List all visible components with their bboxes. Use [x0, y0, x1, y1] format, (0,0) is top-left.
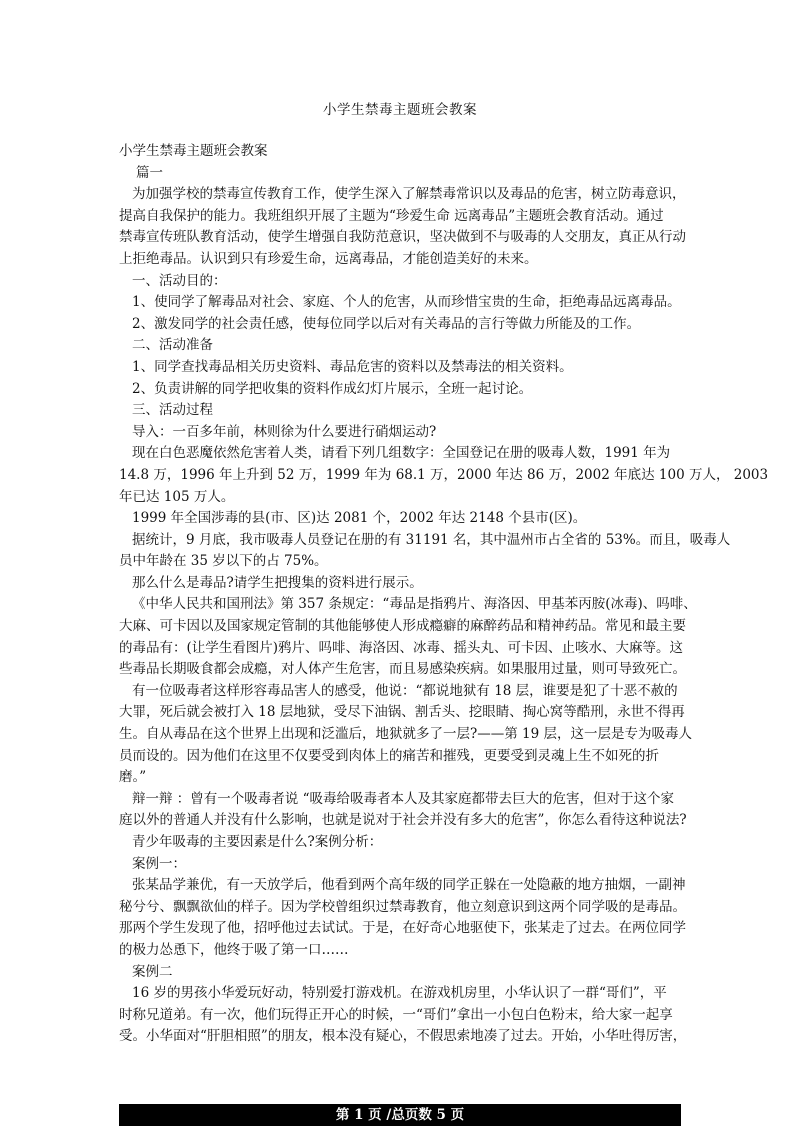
text-line: 秘兮兮、飘飘欲仙的样子。因为学校曾组织过禁毒教育，他立刻意识到这两个同学吸的是毒品。: [119, 898, 686, 915]
text-line: 受。小华面对“肝胆相照”的朋友，根本没有疑心，不假思索地凑了过去。开始，小华吐得厉害，: [119, 1028, 687, 1045]
text-line: 员而设的。因为他们在这里不仅要受到肉体上的痛苦和摧残，更要受到灵魂上生不如死的折: [119, 747, 659, 764]
text-line: 时称兄道弟。有一次，他们玩得正开心的时候，一“哥们”拿出一小包白色粉末，给大家一起享: [119, 1006, 673, 1023]
text-line: 导入：一百多年前，林则徐为什么要进行硝烟运动?: [132, 423, 437, 440]
text-line: 1、同学查找毒品相关历史资料、毒品危害的资料以及禁毒法的相关资料。: [132, 358, 573, 375]
text-line: 那两个学生发现了他，招呼他过去试试。于是，在好奇心地驱使下，张某走了过去。在两位同学: [119, 920, 686, 937]
text-line: 为加强学校的禁毒宣传教育工作，使学生深入了解禁毒常识以及毒品的危害，树立防毒意识，: [132, 186, 686, 203]
text-line: 一、活动目的：: [132, 272, 227, 289]
text-line: 年已达 105 万人。: [119, 488, 235, 505]
text-line: 二、活动准备: [132, 337, 213, 354]
text-line: 员中年龄在 35 岁以下的占 75%。: [119, 553, 328, 570]
text-line: 篇一: [136, 164, 163, 181]
page-footer: 第 1 页 /总页数 5 页: [119, 1104, 681, 1126]
text-line: 那么什么是毒品?请学生把搜集的资料进行展示。: [132, 574, 423, 591]
text-line: 青少年吸毒的主要因素是什么?案例分析：: [132, 834, 383, 850]
text-line: 小学生禁毒主题班会教案: [119, 143, 268, 159]
text-line: 辩一辩 ：曾有一个吸毒者说 “吸毒给吸毒者本人及其家庭都带去巨大的危害，但对于这个家: [132, 790, 674, 807]
text-line: 禁毒宣传班队教育活动，使学生增强自我防范意识，坚决做到不与吸毒的人交朋友，真正从行动: [119, 229, 686, 246]
text-line: 有一位吸毒者这样形容毒品害人的感受，他说：“都说地狱有 18 层，谁要是犯了十恶不赦的: [132, 682, 678, 699]
text-line: 磨。”: [119, 769, 147, 786]
text-line: 大麻、可卡因以及国家规定管制的其他能够使人形成瘾癖的麻醉药品和精神药品。常见和最主要: [119, 618, 686, 635]
text-line: 的毒品有：(让学生看图片)鸦片、吗啡、海洛因、冰毒、摇头丸、可卡因、止咳水、大麻等。这: [119, 639, 684, 656]
text-line: 上拒绝毒品。认识到只有珍爱生命，远离毒品，才能创造美好的未来。: [119, 250, 538, 267]
text-line: 三、活动过程: [132, 402, 213, 419]
text-line: 14.8 万，1996 年上升到 52 万，1999 年为 68.1 万，2000 年达 86 万，2002 年底达 100 万人， 2003: [119, 466, 769, 483]
text-line: 生。自从毒品在这个世界上出现和泛滥后，地狱就多了一层?——第 19 层，这一层是专为吸毒人: [119, 726, 692, 743]
text-line: 庭以外的普通人并没有什么影响，也就是说对于社会并没有多大的危害”，你怎么看待这种说法?: [119, 812, 687, 829]
text-line: 提高自我保护的能力。我班组织开展了主题为“珍爱生命 远离毒品”主题班会教育活动。通过: [119, 207, 664, 224]
text-line: 大罪，死后就会被打入 18 层地狱，受尽下油锅、割舌头、挖眼睛、掏心窝等酷刑，永世不得再: [119, 704, 685, 721]
text-line: 的极力怂恿下，他终于吸了第一口……: [119, 941, 349, 958]
text-line: 现在白色恶魔依然危害着人类，请看下列几组数字：全国登记在册的吸毒人数，1991 年为: [132, 445, 671, 462]
text-line: 1999 年全国涉毒的县(市、区)达 2081 个，2002 年达 2148 个县市(区)。: [132, 510, 587, 527]
text-line: 些毒品长期吸食都会成瘾，对人体产生危害，而且易感染疾病。如果服用过量，则可导致死亡。: [119, 661, 686, 678]
text-line: 2、负责讲解的同学把收集的资料作成幻灯片展示，全班一起讨论。: [132, 380, 533, 397]
text-line: 《中华人民共和国刑法》第 357 条规定：“毒品是指鸦片、海洛因、甲基苯丙胺(冰毒)、吗啡、: [132, 596, 697, 613]
text-line: 据统计，9 月底，我市吸毒人员登记在册的有 31191 名，其中温州市占全省的 53%。而且，吸毒人: [132, 531, 731, 548]
document-title: 小学生禁毒主题班会教案: [323, 102, 477, 118]
text-line: 1、使同学了解毒品对社会、家庭、个人的危害，从而珍惜宝贵的生命，拒绝毒品远离毒品。: [132, 294, 681, 311]
text-line: 案例二: [132, 963, 173, 980]
text-line: 16 岁的男孩小华爱玩好动，特别爱打游戏机。在游戏机房里，小华认识了一群“哥们”，平: [132, 985, 667, 1002]
text-line: 张某品学兼优，有一天放学后，他看到两个高年级的同学正躲在一处隐蔽的地方抽烟，一副神: [132, 877, 686, 894]
text-line: 案例一：: [132, 855, 186, 872]
document-body: [119, 141, 769, 1048]
text-line: 2、激发同学的社会责任感，使每位同学以后对有关毒品的言行等做力所能及的工作。: [132, 315, 641, 332]
